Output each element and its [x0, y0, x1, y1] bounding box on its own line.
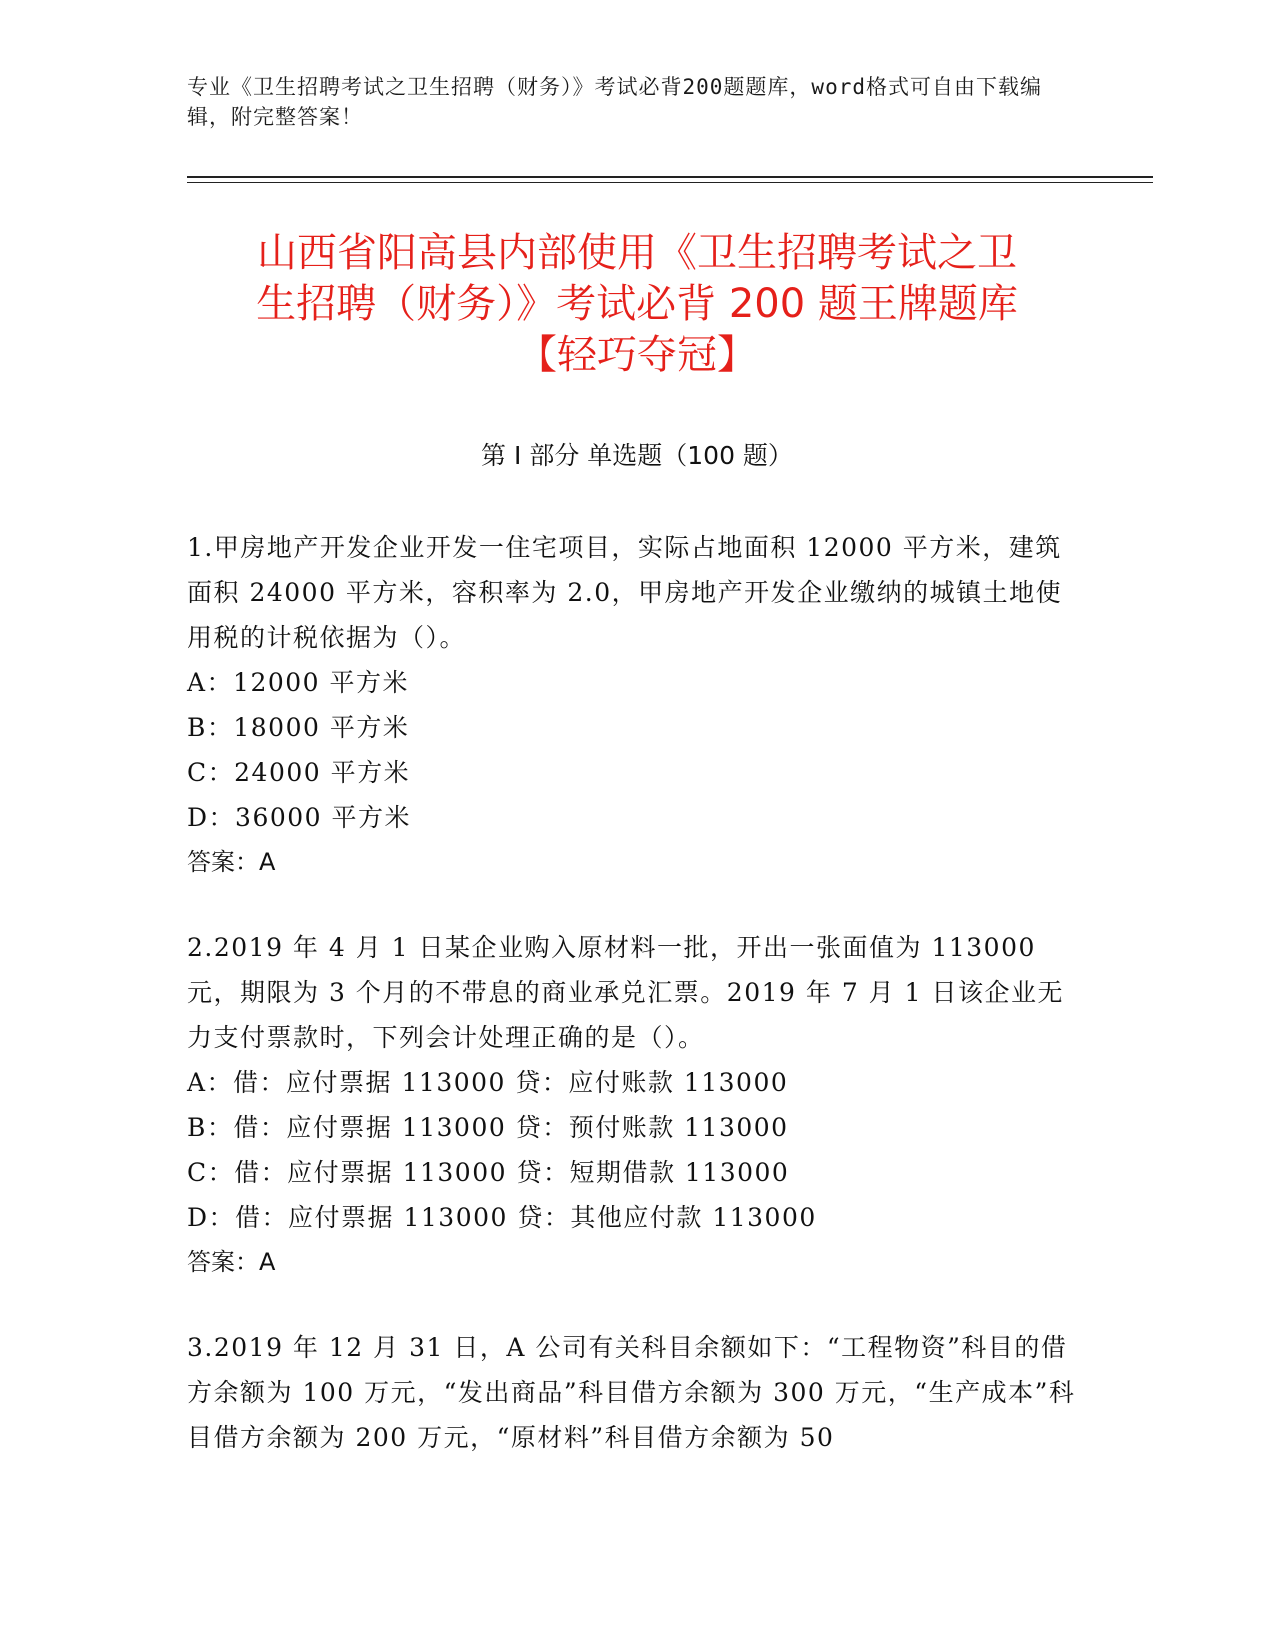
header-divider-thick [187, 176, 1153, 178]
question-stem: 1.甲房地产开发企业开发一住宅项目，实际占地面积 12000 平方米，建筑面积 24000 平方米，容积率为 2.0，甲房地产开发企业缴纳的城镇土地使用税的计税依据为（）。 [187, 533, 1063, 652]
option-c: C：24000 平方米 [187, 758, 411, 787]
header-divider-thin [187, 182, 1153, 183]
option-d: D：借：应付票据 113000 贷：其他应付款 113000 [187, 1203, 817, 1232]
header-note: 专业《卫生招聘考试之卫生招聘（财务）》考试必背200题题库，word格式可自由下载编辑，附完整答案！ [187, 75, 1042, 129]
option-c: C：借：应付票据 113000 贷：短期借款 113000 [187, 1158, 790, 1187]
option-a: A：借：应付票据 113000 贷：应付账款 113000 [187, 1068, 789, 1097]
title-line-1: 山西省阳高县内部使用《卫生招聘考试之卫 [257, 230, 1017, 276]
question-stem: 2.2019 年 4 月 1 日某企业购入原材料一批，开出一张面值为 113000 元，期限为 3 个月的不带息的商业承兑汇票。2019 年 7 月 1 日该企业无力支付票款时，下列会计处理正确的是（）。 [187, 933, 1064, 1052]
question-list [187, 525, 1087, 1500]
question-2 [187, 925, 1087, 1285]
answer: 答案：A [187, 848, 276, 876]
option-d: D：36000 平方米 [187, 803, 412, 832]
option-b: B：借：应付票据 113000 贷：预付账款 113000 [187, 1113, 789, 1142]
question-1 [187, 525, 1087, 885]
title-line-3: 【轻巧夺冠】 [517, 332, 757, 378]
option-a: A：12000 平方米 [187, 668, 410, 697]
option-b: B：18000 平方米 [187, 713, 410, 742]
answer: 答案：A [187, 1248, 276, 1276]
question-stem: 3.2019 年 12 月 31 日，A 公司有关科目余额如下：“工程物资”科目的借方余额为 100 万元，“发出商品”科目借方余额为 300 万元，“生产成本”科目借方余额为 200 万元，“原材料”科目借方余额为 50 [187, 1333, 1076, 1452]
title-line-2: 生招聘（财务）》考试必背 200 题王牌题库 [256, 281, 1018, 327]
section-title: 第 I 部分 单选题（100 题） [481, 441, 793, 470]
question-3 [187, 1325, 1087, 1460]
document-title [187, 228, 1087, 381]
